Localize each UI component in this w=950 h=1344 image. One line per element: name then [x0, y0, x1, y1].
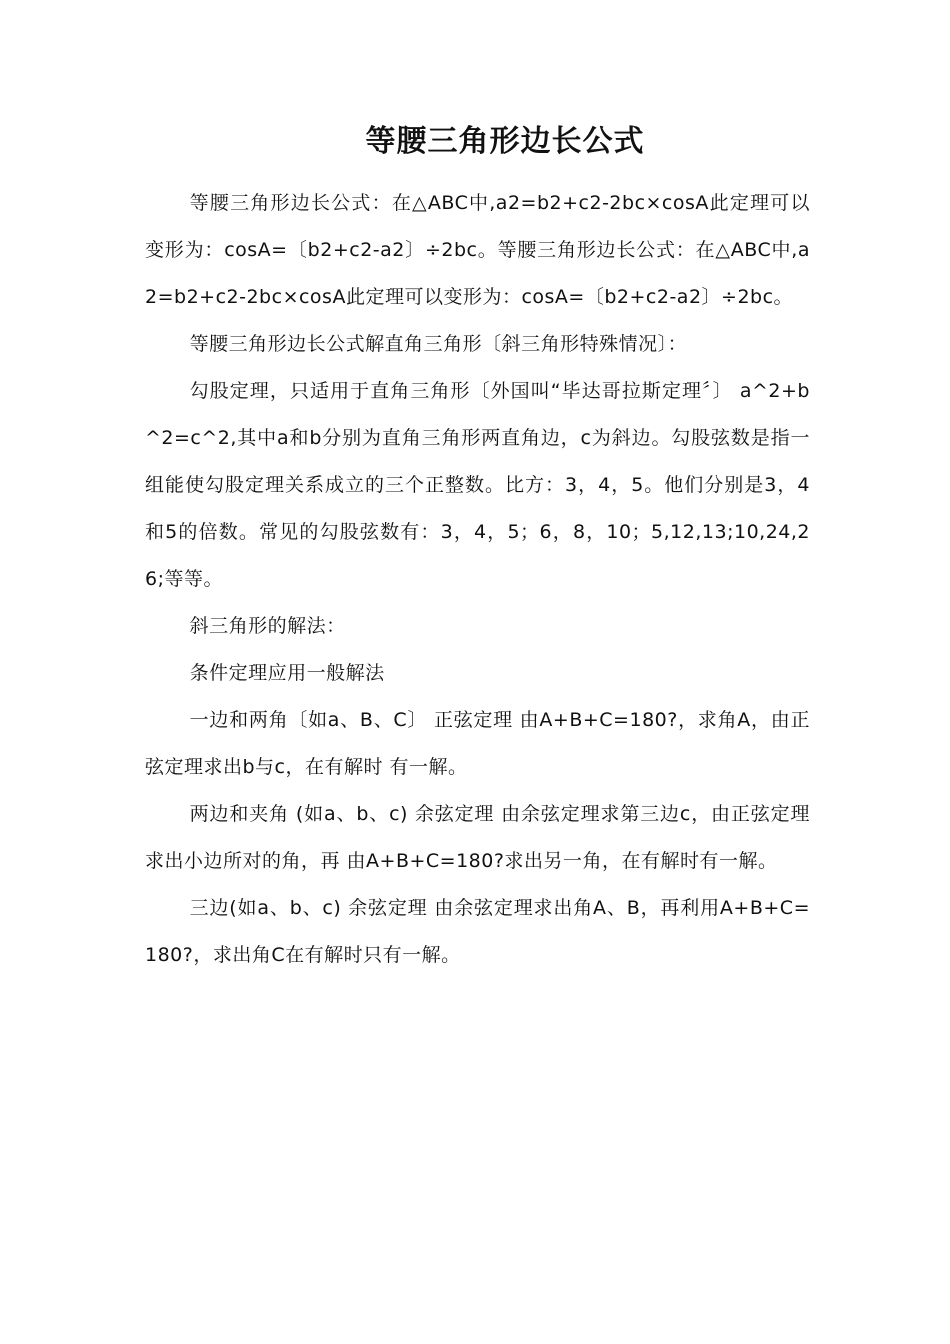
document-body: [145, 180, 810, 979]
paragraph-right-triangle-heading: 等腰三角形边长公式解直角三角形〔斜三角形特殊情况〕：: [189, 333, 688, 355]
paragraph-oblique-triangle-heading: 斜三角形的解法：: [189, 615, 346, 637]
paragraph-case-two-sides-included-angle: 两边和夹角 (如a、b、c) 余弦定理 由余弦定理求第三边c，由正弦定理求出小边所对的角，再 由A+B+C=180?求出另一角，在有解时有一解。: [145, 803, 810, 872]
paragraph-pythagorean-theorem: 勾股定理，只适用于直角三角形〔外国叫“毕达哥拉斯定理〞〕 a^2+b^2=c^2,其中a和b分别为直角三角形两直角边，c为斜边。勾股弦数是指一组能使勾股定理关系成立的三个正整数。比方：3，4，5。他们分别是3，4和5的倍数。常见的勾股弦数有：3，4，5；6，8，10；5,12,13;10,24,26;等等。: [145, 380, 810, 590]
paragraph-case-one-side-two-angles: 一边和两角〔如a、B、C〕 正弦定理 由A+B+C=180?，求角A，由正弦定理求出b与c，在有解时 有一解。: [145, 709, 810, 778]
paragraph-case-three-sides: 三边(如a、b、c) 余弦定理 由余弦定理求出角A、B，再利用A+B+C=180?，求出角C在有解时只有一解。: [145, 897, 810, 966]
paragraph-law-of-cosines: 等腰三角形边长公式：在△ABC中,a2=b2+c2-2bc×cosA此定理可以变形为：cosA=〔b2+c2-a2〕÷2bc。等腰三角形边长公式：在△ABC中,a2=b2+c2-2bc×cosA此定理可以变形为：cosA=〔b2+c2-a2〕÷2bc。: [145, 192, 810, 308]
document-title: 等腰三角形边长公式: [365, 124, 645, 159]
paragraph-method-header: 条件定理应用一般解法: [189, 662, 385, 684]
